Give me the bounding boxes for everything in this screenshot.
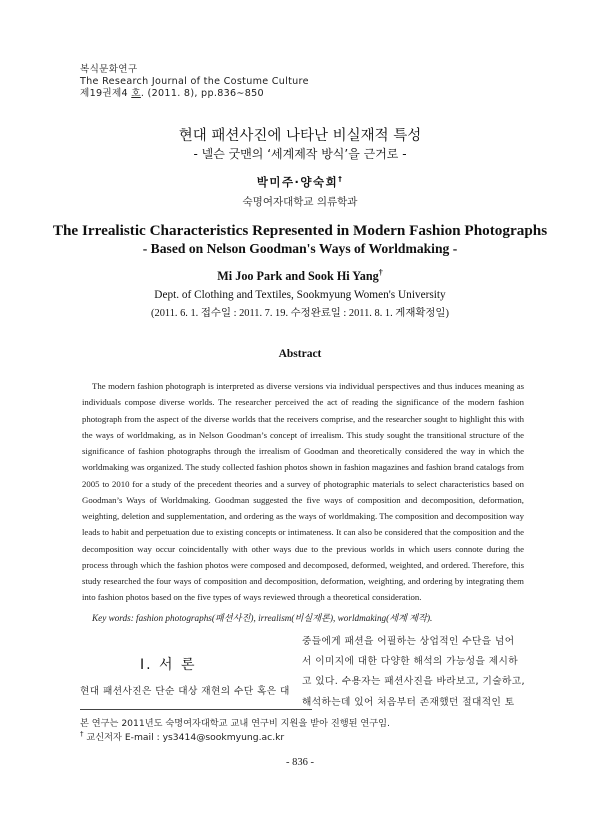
- footnote-funding: 본 연구는 2011년도 숙명여자대학교 교내 연구비 지원을 받아 진행된 연구임.: [80, 718, 390, 729]
- journal-name-kr: 복식문화연구: [80, 64, 138, 75]
- footnote-corresponding: [80, 729, 284, 743]
- journal-issue-prefix: 제19권제4: [80, 88, 128, 99]
- title-kr: 현대 패션사진에 나타난 비실재적 특성: [178, 128, 422, 144]
- right-column: [302, 632, 532, 713]
- abstract-body: The modern fashion photograph is interpreted as diverse versions via individual perspectives and thus induces meaning as individuals compose diverse worlds. The researcher perceived the act of reading the significance of the modern fashion photograph from the aspect of the diverse worlds that the receivers comprise, and the researcher sought to highlight this with the ways of worldmaking, as in Nelson Goodman’s concept of irrealism. This study sought the transitional structure of the significance of fashion photographs through the irrealism of Goodman and theoretically considered the way in which the worldmaking was organized. The study collected fashion photos shown in fashion magazines and fashion brand catalogs from 2005 to 2010 for a study of the precedent theories and a survey of photographic materials to select characteristics based on Goodman’s Ways of Worldmaking. Goodman suggested the five ways of composition and decomposition, deformation, weighting, deletion and supplementation, and ordering as the ways of worldmaking. The composition and decomposition way leads to habit and perpetuation due to existing concepts or intimateness. It can also be considered that the composition and the decomposition way occur coincidentally with other ways due to the previous worlds in which users connote during the process through which the fashion photos were composed and decomposed, deformed, weighted, and ordered. Therefore, this study researched the four ways of composition and decomposition, deformation, weighting, and ordering by integrating them into fashion photos based on the five types of ways reviewed through a theoretical consideration.: [82, 381, 524, 603]
- page-number: - 836 -: [286, 757, 314, 768]
- title-en: The Irrealistic Characteristics Represented in Modern Fashion Photographs: [52, 222, 548, 239]
- right-col-line: 중들에게 패션을 어필하는 상업적인 수단을 넘어: [302, 636, 515, 647]
- received-dates: (2011. 6. 1. 접수일 : 2011. 7. 19. 수정완료일 : 2011. 8. 1. 게재확정일): [151, 308, 449, 319]
- journal-issue: [80, 88, 264, 100]
- affiliation-kr: 숙명여자대학교 의류학과: [242, 196, 358, 208]
- journal-issue-ho: 호: [131, 88, 141, 99]
- subtitle-kr: - 넬슨 굿맨의 ‘세계제작 방식’을 근거로 -: [193, 147, 407, 161]
- right-col-line: 서 이미지에 대한 다양한 해석의 가능성을 제시하: [302, 656, 519, 668]
- authors-kr: [0, 174, 600, 190]
- keywords: Key words: fashion photographs(패션사진), irrealism(비실재론), worldmaking(세계 제작).: [92, 613, 433, 623]
- author-mark-kr: †: [338, 175, 344, 184]
- authors-kr-names: 박미주·양숙희: [256, 175, 339, 189]
- authors-en: [0, 268, 600, 284]
- subtitle-en: - Based on Nelson Goodman's Ways of Worldmaking -: [142, 241, 458, 256]
- left-column: [80, 682, 310, 702]
- right-col-line: 해석하는데 있어 처음부터 존재했던 절대적인 토: [302, 696, 515, 708]
- affiliation-en: Dept. of Clothing and Textiles, Sookmyung Women's University: [154, 289, 446, 301]
- abstract-heading: Abstract: [278, 348, 322, 360]
- journal-name-en: The Research Journal of the Costume Culture: [80, 76, 309, 87]
- journal-issue-rest: . (2011. 8), pp.836∼850: [140, 88, 264, 99]
- right-col-line: 고 있다. 수용자는 패션사진을 바라보고, 기술하고,: [302, 676, 525, 688]
- footnote-rule: [80, 709, 312, 710]
- footnote-email: 교신저자 E-mail : ys3414@sookmyung.ac.kr: [86, 732, 285, 743]
- section-title-introduction: Ⅰ. 서 론: [140, 657, 197, 673]
- left-col-line: 현대 패션사진은 단순 대상 재현의 수단 혹은 대: [80, 686, 290, 697]
- footnote-mark: †: [80, 729, 84, 738]
- authors-en-names: Mi Joo Park and Sook Hi Yang: [217, 269, 379, 284]
- author-mark-en: †: [378, 268, 383, 277]
